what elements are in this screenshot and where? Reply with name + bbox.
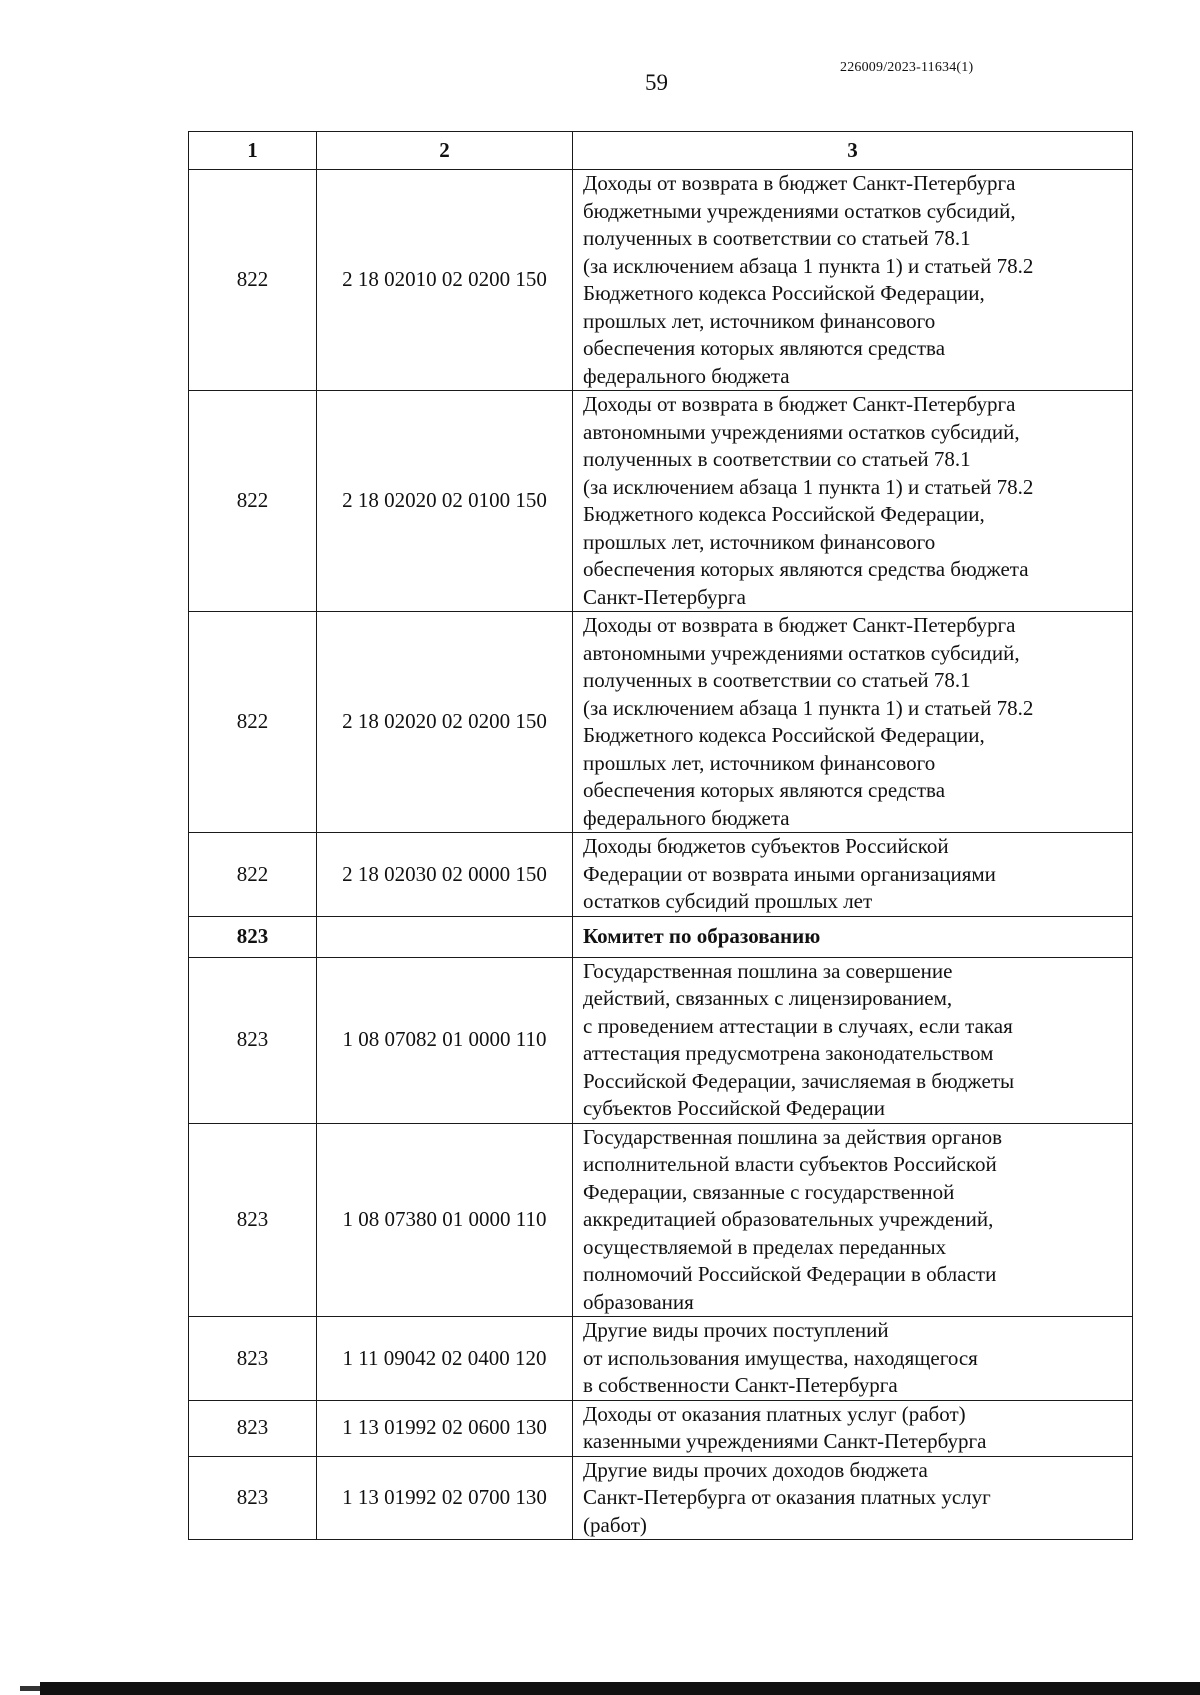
table-row	[189, 1456, 1133, 1540]
column-header-admin: 1	[189, 132, 317, 170]
document-reference: 226009/2023-11634(1)	[840, 60, 974, 75]
header-row	[189, 132, 1133, 170]
revenue-codes-table	[188, 131, 1133, 1540]
description-cell: Другие виды прочих поступлений от использования имущества, находящегося в собственности Санкт-Петербурга	[573, 1317, 1133, 1401]
table-row	[189, 612, 1133, 833]
budget-code-cell: 1 08 07380 01 0000 110	[317, 1123, 573, 1317]
description-cell: Другие виды прочих доходов бюджета Санкт-Петербурга от оказания платных услуг (работ)	[573, 1456, 1133, 1540]
description-cell: Доходы от оказания платных услуг (работ) казенными учреждениями Санкт-Петербурга	[573, 1400, 1133, 1456]
admin-code-cell: 823	[189, 1400, 317, 1456]
admin-code-cell: 822	[189, 612, 317, 833]
table-row	[189, 1317, 1133, 1401]
budget-code-cell: 1 08 07082 01 0000 110	[317, 957, 573, 1123]
column-header-code: 2	[317, 132, 573, 170]
table-row	[189, 1123, 1133, 1317]
description-cell: Государственная пошлина за действия органов исполнительной власти субъектов Российской Федерации, связанные с государственной аккредитацией образовательных учреждений, осуществляемой в пределах переданных полномочий Российской Федерации в области образования	[573, 1123, 1133, 1317]
budget-code-cell: 1 13 01992 02 0600 130	[317, 1400, 573, 1456]
page-number: 59	[645, 70, 668, 95]
description-cell: Доходы от возврата в бюджет Санкт-Петербурга бюджетными учреждениями остатков субсидий, полученных в соответствии со статьей 78.1 (за исключением абзаца 1 пункта 1) и статьей 78.2 Бюджетного кодекса Российской Федерации, прошлых лет, источником финансового обеспечения которых являются средства федерального бюджета	[573, 170, 1133, 391]
budget-code-cell: 2 18 02030 02 0000 150	[317, 833, 573, 917]
budget-code-cell: 2 18 02020 02 0200 150	[317, 612, 573, 833]
table-header	[189, 132, 1133, 170]
admin-code-cell: 823	[189, 1123, 317, 1317]
table-row	[189, 1400, 1133, 1456]
description-cell: Доходы от возврата в бюджет Санкт-Петербурга автономными учреждениями остатков субсидий, полученных в соответствии со статьей 78.1 (за исключением абзаца 1 пункта 1) и статьей 78.2 Бюджетного кодекса Российской Федерации, прошлых лет, источником финансового обеспечения которых являются средства бюджета Санкт-Петербурга	[573, 391, 1133, 612]
admin-code-cell: 823	[189, 1317, 317, 1401]
table-row	[189, 957, 1133, 1123]
admin-code-cell: 822	[189, 833, 317, 917]
budget-code-cell: 2 18 02010 02 0200 150	[317, 170, 573, 391]
table-body	[189, 170, 1133, 1540]
scan-edge-bar	[40, 1682, 1200, 1695]
section-title-cell: Комитет по образованию	[573, 916, 1133, 957]
section-header-row	[189, 916, 1133, 957]
admin-code-cell: 823	[189, 957, 317, 1123]
budget-code-cell: 2 18 02020 02 0100 150	[317, 391, 573, 612]
table-row	[189, 170, 1133, 391]
description-cell: Доходы от возврата в бюджет Санкт-Петербурга автономными учреждениями остатков субсидий, полученных в соответствии со статьей 78.1 (за исключением абзаца 1 пункта 1) и статьей 78.2 Бюджетного кодекса Российской Федерации, прошлых лет, источником финансового обеспечения которых являются средства федерального бюджета	[573, 612, 1133, 833]
admin-code-cell: 822	[189, 170, 317, 391]
description-cell: Доходы бюджетов субъектов Российской Федерации от возврата иными организациями остатков субсидий прошлых лет	[573, 833, 1133, 917]
admin-code-cell: 822	[189, 391, 317, 612]
admin-code-cell: 823	[189, 1456, 317, 1540]
table-row	[189, 391, 1133, 612]
budget-code-cell: 1 13 01992 02 0700 130	[317, 1456, 573, 1540]
admin-code-cell: 823	[189, 916, 317, 957]
budget-code-cell: 1 11 09042 02 0400 120	[317, 1317, 573, 1401]
description-cell: Государственная пошлина за совершение действий, связанных с лицензированием, с проведением аттестации в случаях, если такая аттестация предусмотрена законодательством Российской Федерации, зачисляемая в бюджеты субъектов Российской Федерации	[573, 957, 1133, 1123]
table-row	[189, 833, 1133, 917]
budget-code-cell	[317, 916, 573, 957]
column-header-description: 3	[573, 132, 1133, 170]
